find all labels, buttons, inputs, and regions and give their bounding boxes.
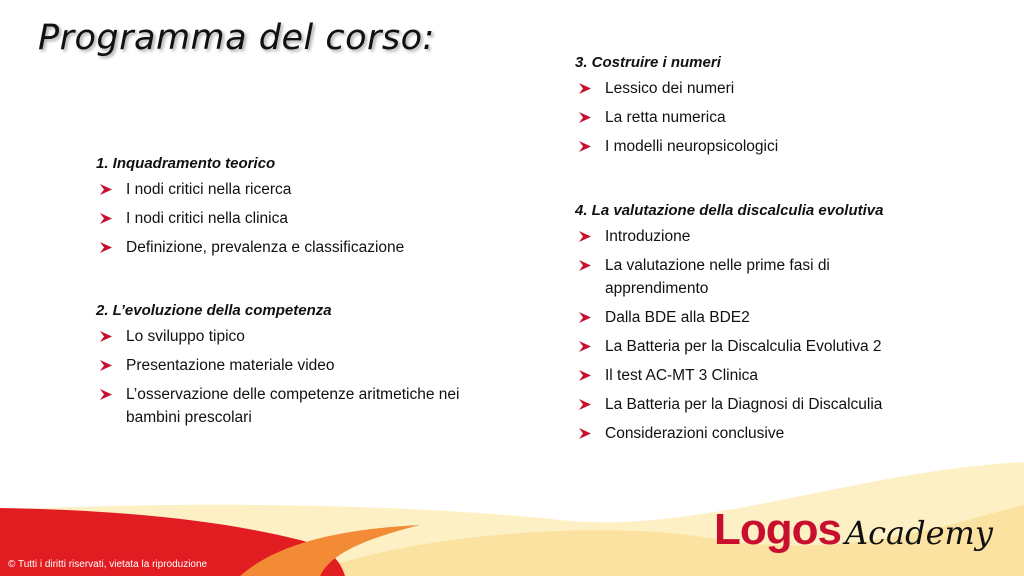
list-item: La retta numerica (575, 106, 995, 129)
arrow-bullet-icon (579, 231, 591, 242)
list-item: L’osservazione delle competenze aritmetiche nei bambini prescolari (96, 383, 506, 429)
list-item: I modelli neuropsicologici (575, 135, 995, 158)
section-heading: 1. Inquadramento teorico (96, 155, 276, 172)
arrow-bullet-icon (579, 399, 591, 410)
list-item: La Batteria per la Discalculia Evolutiva 2 (575, 335, 905, 358)
list-item: Il test AC-MT 3 Clinica (575, 364, 905, 387)
copyright-notice: © Tutti i diritti riservati, vietata la riproduzione (8, 559, 208, 570)
list-item: I nodi critici nella clinica (96, 207, 516, 230)
arrow-bullet-icon (100, 213, 112, 224)
arrow-bullet-icon (100, 360, 112, 371)
list-item: Considerazioni conclusive (575, 422, 905, 445)
page-title: Programma del corso: (38, 18, 435, 58)
logo-sub-text: Academy (844, 514, 993, 552)
section-valutazione-discalculia (575, 202, 905, 451)
list-item: La valutazione nelle prime fasi di apprendimento (575, 254, 865, 300)
arrow-bullet-icon (579, 428, 591, 439)
list-item: Lessico dei numeri (575, 77, 995, 100)
arrow-bullet-icon (100, 184, 112, 195)
arrow-bullet-icon (100, 242, 112, 253)
list-item: La Batteria per la Diagnosi di Discalculia (575, 393, 905, 416)
logo-main-text: Logos (714, 505, 841, 554)
section-costruire-numeri (575, 54, 995, 164)
list-item: Definizione, prevalenza e classificazione (96, 236, 516, 259)
list-item: I nodi critici nella ricerca (96, 178, 516, 201)
arrow-bullet-icon (579, 341, 591, 352)
list-item: Lo sviluppo tipico (96, 325, 506, 348)
section-heading: 2. L’evoluzione della competenza (96, 302, 332, 319)
list-item: Introduzione (575, 225, 905, 248)
section-heading: 4. La valutazione della discalculia evolutiva (575, 202, 884, 219)
section-inquadramento-teorico (96, 155, 516, 265)
arrow-bullet-icon (579, 370, 591, 381)
section-heading: 3. Costruire i numeri (575, 54, 721, 71)
arrow-bullet-icon (579, 83, 591, 94)
arrow-bullet-icon (579, 112, 591, 123)
list-item: Presentazione materiale video (96, 354, 506, 377)
arrow-bullet-icon (100, 389, 112, 400)
logos-academy-logo (714, 505, 993, 555)
arrow-bullet-icon (579, 141, 591, 152)
arrow-bullet-icon (100, 331, 112, 342)
section-evoluzione-competenza (96, 302, 506, 435)
arrow-bullet-icon (579, 260, 591, 271)
list-item: Dalla BDE alla BDE2 (575, 306, 905, 329)
arrow-bullet-icon (579, 312, 591, 323)
